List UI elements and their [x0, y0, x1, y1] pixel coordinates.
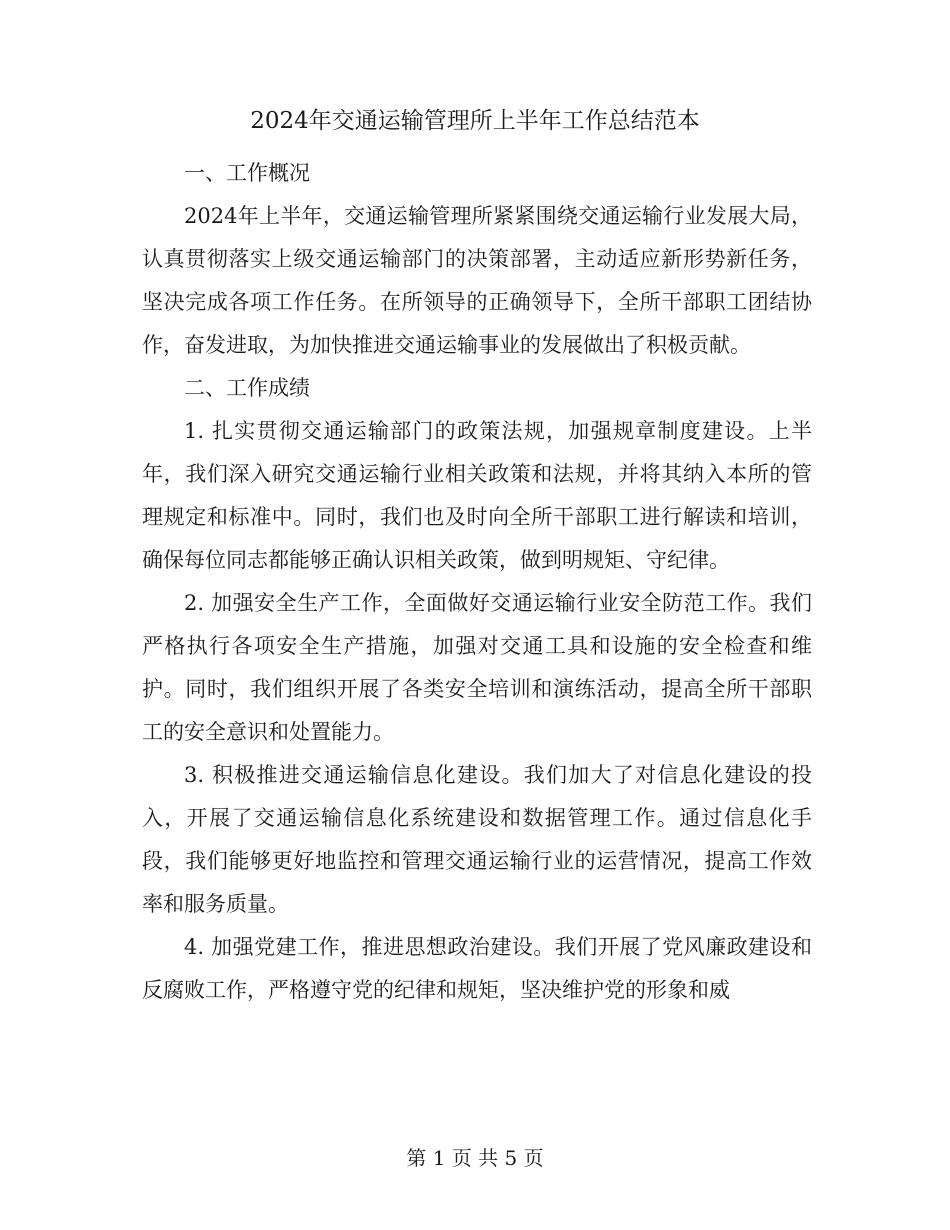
section-heading-achievements: 二、工作成绩 [184, 376, 310, 400]
paragraph-overview: 2024年上半年，交通运输管理所紧紧围绕交通运输行业发展大局，认真贯彻落实上级交通运输部门的决策部署，主动适应新形势新任务，坚决完成各项工作任务。在所领导的正确领导下，全所干部职工团结协作，奋发进取，为加快推进交通运输事业的发展做出了积极贡献。 [142, 204, 812, 357]
section-heading-overview: 一、工作概况 [184, 161, 310, 185]
document-body [142, 152, 812, 1012]
paragraph-achievement-2: 2. 加强安全生产工作，全面做好交通运输行业安全防范工作。我们严格执行各项安全生产措施，加强对交通工具和设施的安全检查和维护。同时，我们组织开展了各类安全培训和演练活动，提高全所干部职工的安全意识和处置能力。 [142, 591, 812, 744]
paragraph-achievement-4: 4. 加强党建工作，推进思想政治建设。我们开展了党风廉政建设和反腐败工作，严格遵守党的纪律和规矩，坚决维护党的形象和威 [142, 935, 812, 1002]
page-number-footer: 第 1 页 共 5 页 [406, 1146, 544, 1170]
page-title: 2024年交通运输管理所上半年工作总结范本 [250, 108, 700, 134]
paragraph-achievement-1: 1. 扎实贯彻交通运输部门的政策法规，加强规章制度建设。上半年，我们深入研究交通运输行业相关政策和法规，并将其纳入本所的管理规定和标准中。同时，我们也及时向全所干部职工进行解读和培训，确保每位同志都能够正确认识相关政策，做到明规矩、守纪律。 [142, 419, 812, 572]
paragraph-achievement-3: 3. 积极推进交通运输信息化建设。我们加大了对信息化建设的投入，开展了交通运输信息化系统建设和数据管理工作。通过信息化手段，我们能够更好地监控和管理交通运输行业的运营情况，提高工作效率和服务质量。 [142, 763, 812, 916]
